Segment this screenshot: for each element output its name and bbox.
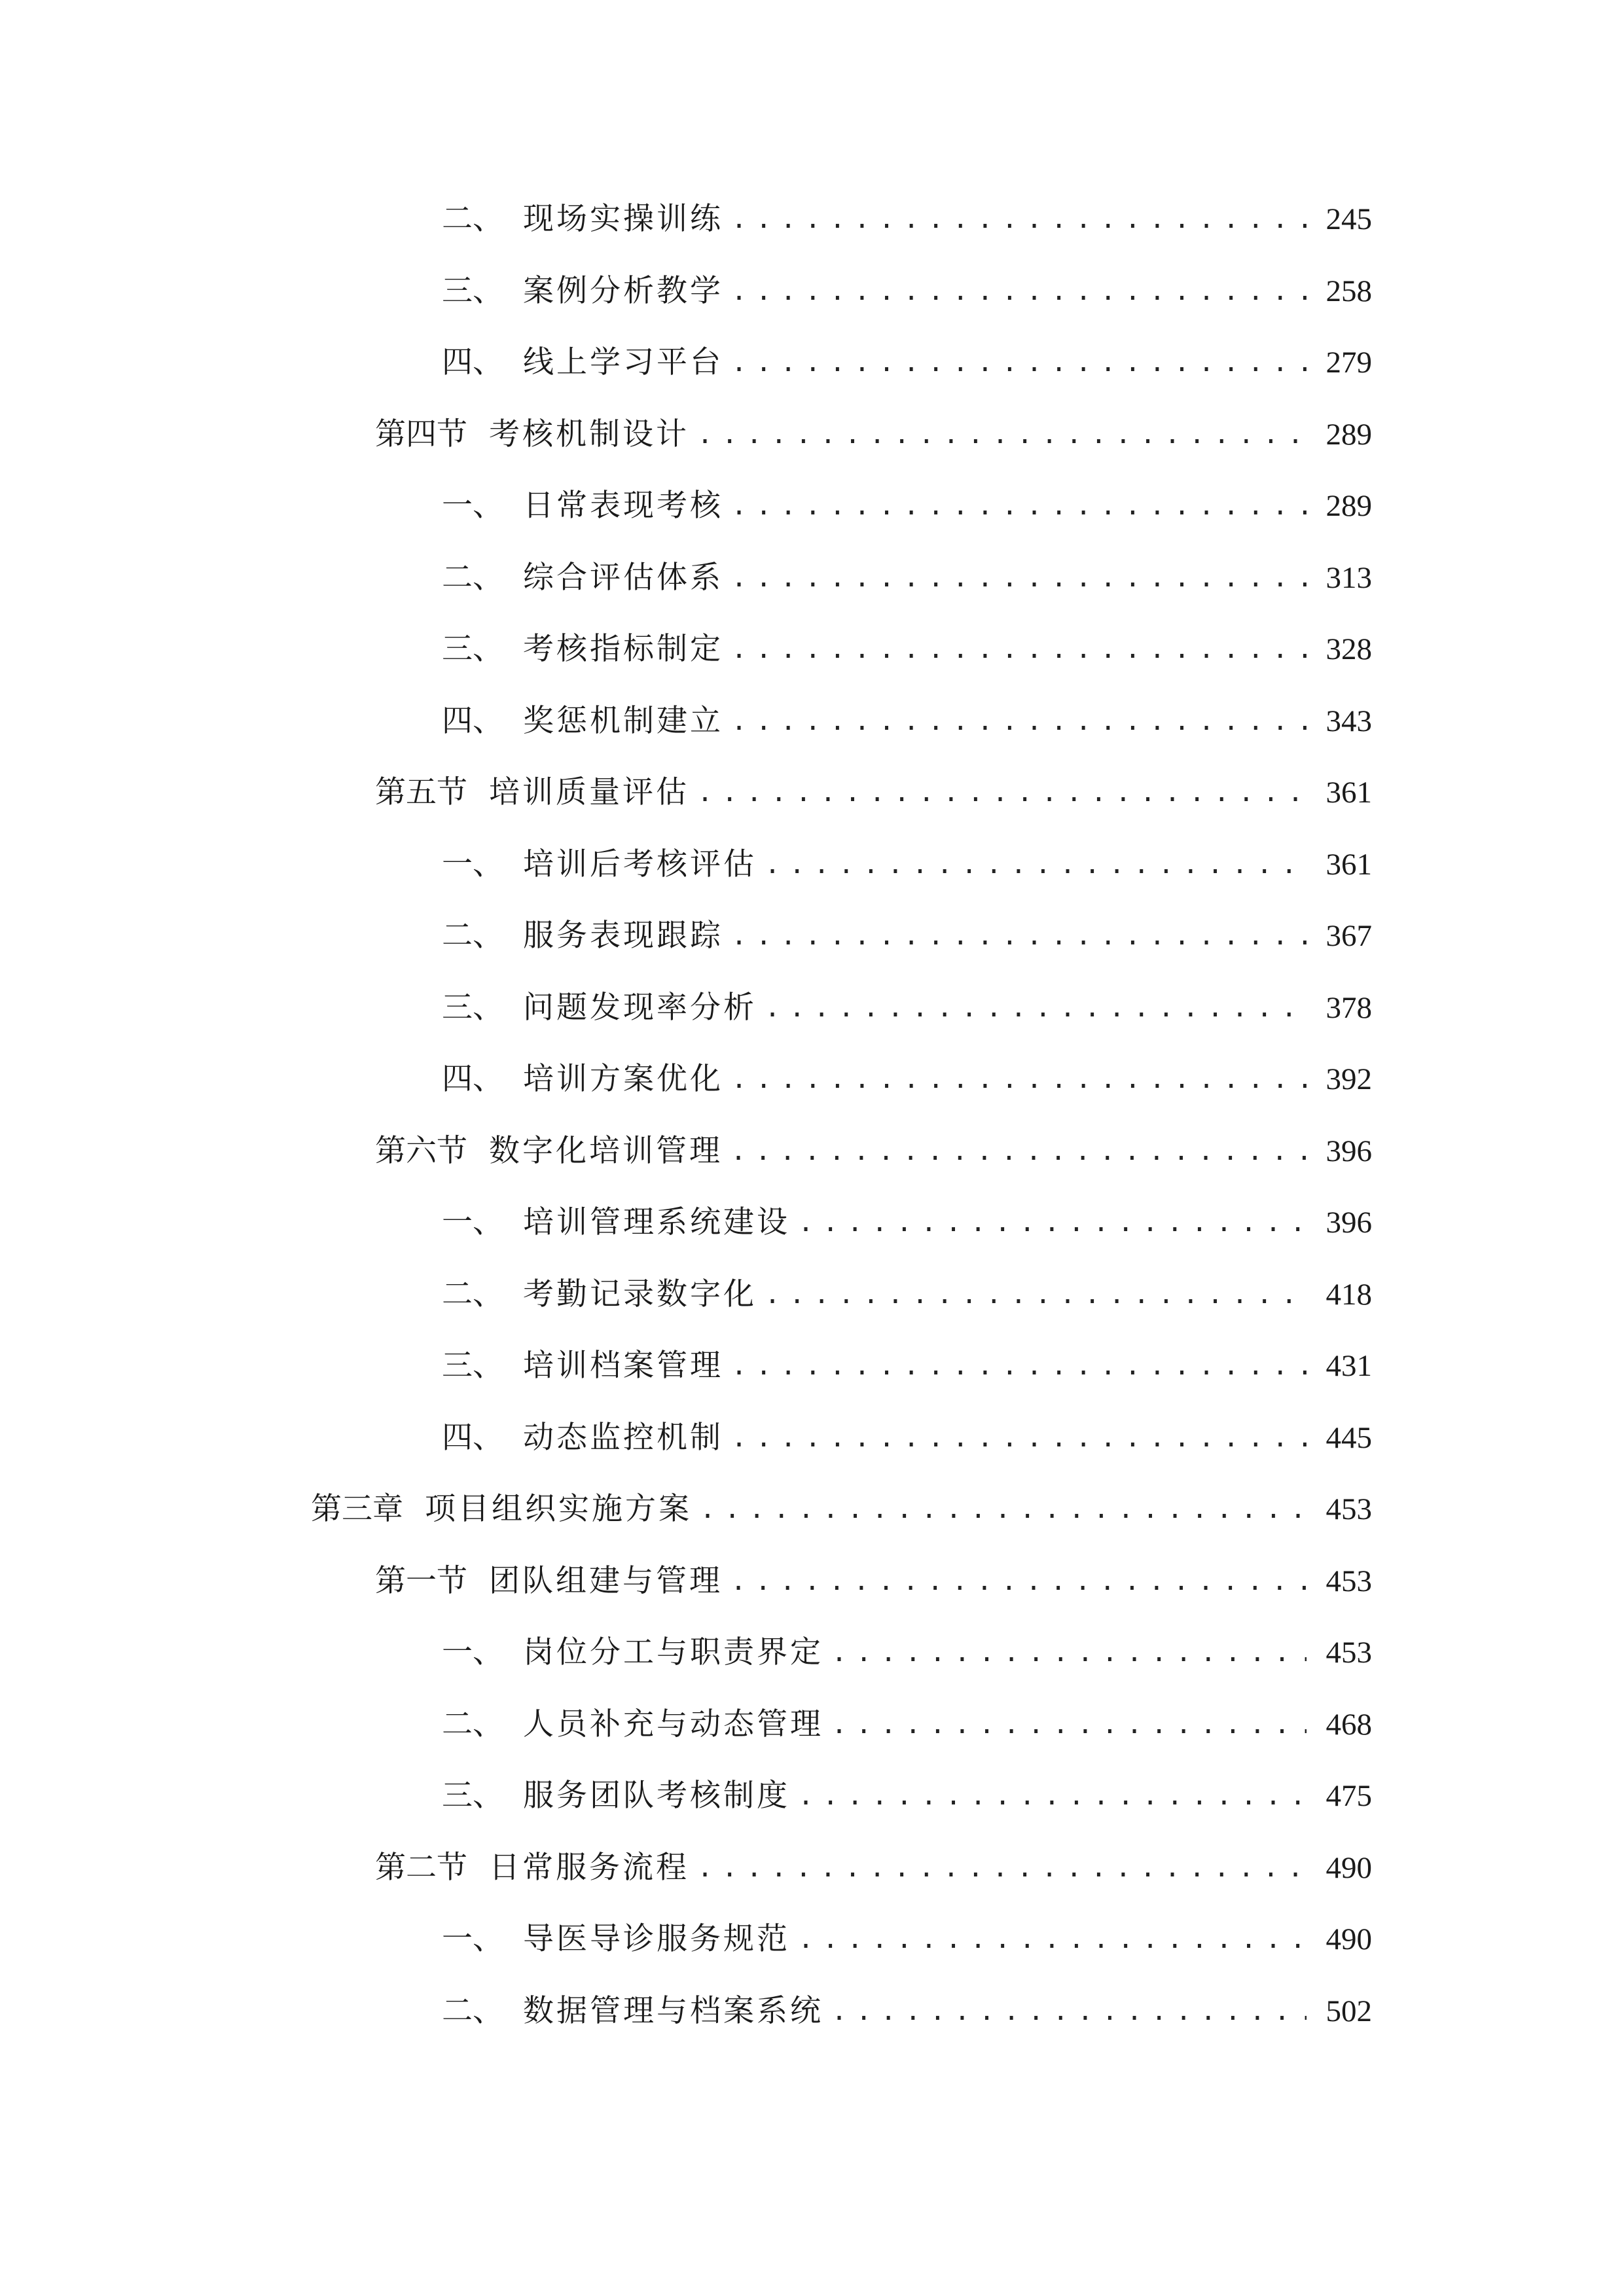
entry-title: 数据管理与档案系统 [523, 1993, 823, 2029]
dot-leader [798, 1770, 1307, 1822]
toc-entry[interactable] [442, 1412, 1372, 1464]
dot-leader [765, 982, 1307, 1034]
entry-number: 第三章 [311, 1491, 403, 1527]
entry-title: 人员补充与动态管理 [523, 1706, 823, 1742]
entry-number: 三、 [442, 990, 503, 1026]
entry-number: 三、 [442, 1778, 503, 1814]
entry-number: 第四节 [375, 416, 467, 452]
entry-page-number: 502 [1326, 1994, 1372, 2028]
dot-leader [831, 1698, 1307, 1751]
toc-entry[interactable] [442, 193, 1372, 245]
toc-entry[interactable] [442, 1913, 1372, 1965]
toc-entry[interactable] [375, 1842, 1372, 1894]
entry-page-number: 328 [1326, 632, 1372, 666]
entry-title: 岗位分工与职责界定 [523, 1634, 823, 1670]
toc-entry[interactable] [442, 336, 1372, 389]
entry-number: 四、 [442, 1061, 503, 1097]
toc-entry[interactable] [442, 1196, 1372, 1249]
dot-leader [731, 193, 1307, 245]
entry-number: 第二节 [375, 1850, 467, 1886]
entry-page-number: 431 [1326, 1349, 1372, 1383]
entry-page-number: 378 [1326, 991, 1372, 1025]
entry-page-number: 453 [1326, 1492, 1372, 1526]
entry-number: 四、 [442, 703, 503, 739]
entry-title: 考核机制设计 [489, 416, 689, 452]
entry-page-number: 258 [1326, 274, 1372, 308]
toc-entry[interactable] [442, 480, 1372, 532]
entry-title: 问题发现率分析 [523, 990, 757, 1026]
dot-leader [731, 1125, 1307, 1177]
dot-leader [697, 1842, 1307, 1894]
entry-page-number: 279 [1326, 346, 1372, 380]
entry-title: 项目组织实施方案 [425, 1491, 692, 1527]
toc-entry[interactable] [442, 982, 1372, 1034]
entry-page-number: 445 [1326, 1421, 1372, 1455]
dot-leader [731, 480, 1307, 532]
entry-number: 一、 [442, 1921, 503, 1957]
toc-entry[interactable] [375, 766, 1372, 819]
entry-number: 二、 [442, 1706, 503, 1742]
entry-title: 日常服务流程 [489, 1850, 689, 1886]
entry-title: 现场实操训练 [523, 201, 723, 237]
toc-entry[interactable] [311, 1483, 1372, 1535]
dot-leader [831, 1626, 1307, 1679]
entry-title: 团队组建与管理 [489, 1563, 723, 1599]
entry-page-number: 361 [1326, 848, 1372, 882]
entry-number: 一、 [442, 1204, 503, 1240]
entry-page-number: 453 [1326, 1636, 1372, 1670]
dot-leader [731, 1053, 1307, 1105]
entry-title: 服务团队考核制度 [523, 1778, 790, 1814]
entry-number: 二、 [442, 201, 503, 237]
entry-page-number: 343 [1326, 704, 1372, 738]
toc-entry[interactable] [442, 1340, 1372, 1392]
entry-title: 动态监控机制 [523, 1420, 723, 1456]
entry-title: 培训管理系统建设 [523, 1204, 790, 1240]
dot-leader [765, 1268, 1307, 1321]
dot-leader [731, 1412, 1307, 1464]
entry-number: 二、 [442, 1993, 503, 2029]
dot-leader [831, 1985, 1307, 2037]
entry-number: 四、 [442, 344, 503, 380]
entry-page-number: 245 [1326, 202, 1372, 236]
entry-page-number: 361 [1326, 776, 1372, 810]
entry-number: 一、 [442, 488, 503, 524]
entry-number: 第六节 [375, 1133, 467, 1169]
entry-title: 服务表现跟踪 [523, 918, 723, 954]
entry-title: 培训档案管理 [523, 1348, 723, 1384]
toc-entry[interactable] [442, 265, 1372, 317]
entry-page-number: 289 [1326, 489, 1372, 523]
entry-page-number: 490 [1326, 1851, 1372, 1885]
entry-title: 考勤记录数字化 [523, 1276, 757, 1312]
entry-title: 培训质量评估 [489, 774, 689, 810]
entry-page-number: 289 [1326, 418, 1372, 452]
toc-entry[interactable] [442, 623, 1372, 675]
entry-number: 二、 [442, 560, 503, 596]
toc-entry[interactable] [442, 1268, 1372, 1321]
entry-title: 奖惩机制建立 [523, 703, 723, 739]
toc-entry[interactable] [442, 1698, 1372, 1751]
dot-leader [731, 1555, 1307, 1607]
toc-entry[interactable] [375, 1125, 1372, 1177]
entry-title: 导医导诊服务规范 [523, 1921, 790, 1957]
toc-entry[interactable] [442, 1626, 1372, 1679]
dot-leader [731, 1340, 1307, 1392]
entry-title: 案例分析教学 [523, 273, 723, 309]
dot-leader [731, 265, 1307, 317]
entry-number: 一、 [442, 846, 503, 882]
dot-leader [697, 408, 1307, 461]
dot-leader [731, 552, 1307, 604]
entry-title: 培训方案优化 [523, 1061, 723, 1097]
entry-number: 二、 [442, 1276, 503, 1312]
entry-page-number: 367 [1326, 919, 1372, 953]
entry-title: 线上学习平台 [523, 344, 723, 380]
dot-leader [731, 910, 1307, 962]
dot-leader [798, 1913, 1307, 1965]
entry-title: 综合评估体系 [523, 560, 723, 596]
entry-number: 四、 [442, 1420, 503, 1456]
entry-page-number: 418 [1326, 1278, 1372, 1312]
dot-leader [700, 1483, 1307, 1535]
entry-title: 日常表现考核 [523, 488, 723, 524]
entry-number: 三、 [442, 631, 503, 667]
toc-entry[interactable] [442, 838, 1372, 891]
dot-leader [765, 838, 1307, 891]
entry-number: 三、 [442, 1348, 503, 1384]
toc-entry[interactable] [442, 695, 1372, 747]
toc-entry[interactable] [442, 910, 1372, 962]
entry-page-number: 475 [1326, 1779, 1372, 1813]
toc-entry[interactable] [442, 1985, 1372, 2037]
dot-leader [798, 1196, 1307, 1249]
dot-leader [731, 623, 1307, 675]
toc-entry[interactable] [442, 1053, 1372, 1105]
toc-entry[interactable] [375, 408, 1372, 461]
entry-title: 数字化培训管理 [489, 1133, 723, 1169]
entry-page-number: 468 [1326, 1708, 1372, 1742]
entry-number: 第一节 [375, 1563, 467, 1599]
entry-page-number: 490 [1326, 1922, 1372, 1956]
dot-leader [697, 766, 1307, 819]
entry-title: 培训后考核评估 [523, 846, 757, 882]
entry-number: 一、 [442, 1634, 503, 1670]
toc-entry[interactable] [442, 1770, 1372, 1822]
entry-title: 考核指标制定 [523, 631, 723, 667]
toc-entry[interactable] [442, 552, 1372, 604]
toc-entry[interactable] [375, 1555, 1372, 1607]
entry-page-number: 392 [1326, 1062, 1372, 1096]
entry-page-number: 313 [1326, 561, 1372, 595]
dot-leader [731, 695, 1307, 747]
entry-number: 三、 [442, 273, 503, 309]
dot-leader [731, 336, 1307, 389]
entry-page-number: 453 [1326, 1564, 1372, 1598]
entry-page-number: 396 [1326, 1206, 1372, 1240]
entry-page-number: 396 [1326, 1134, 1372, 1168]
entry-number: 第五节 [375, 774, 467, 810]
entry-number: 二、 [442, 918, 503, 954]
